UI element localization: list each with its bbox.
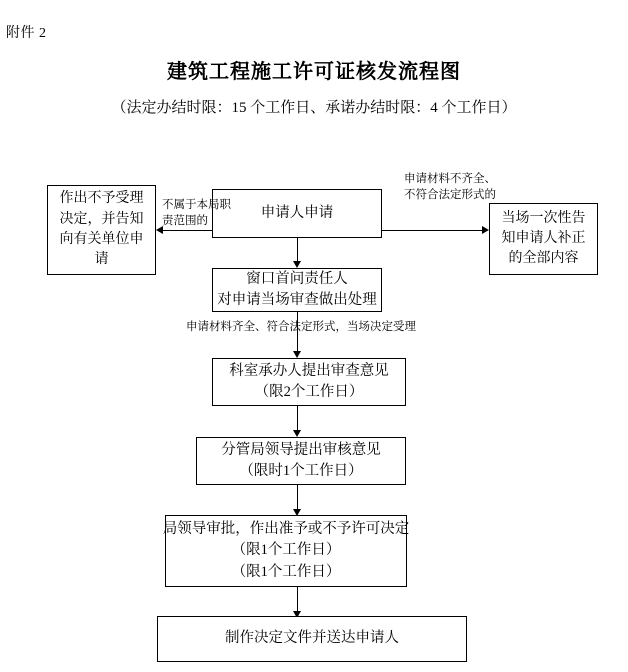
node-window-first-responsible-line-0: 窗口首问责任人 — [246, 270, 348, 287]
connector-applicant-to-window-arrowhead — [293, 261, 301, 268]
node-section-review[interactable] — [212, 358, 406, 406]
connector-applicant-to-notification — [382, 230, 482, 231]
node-onsite-notification[interactable] — [489, 203, 598, 275]
node-deputy-review[interactable] — [196, 437, 406, 485]
node-section-review-line-0: 科室承办人提出审查意见 — [229, 362, 389, 379]
node-bureau-decision-line-0: 局领导审批，作出准予或不予许可决定 — [162, 521, 410, 538]
annotation-not-in-scope-line-0: 不属于本局职 — [162, 199, 231, 211]
annotation-complete-materials: 申请材料齐全、符合法定形式，当场决定受理 — [186, 321, 416, 333]
node-reject-decision[interactable] — [47, 185, 156, 275]
node-applicant-application[interactable] — [212, 189, 382, 238]
node-bureau-decision[interactable] — [162, 515, 410, 587]
annotation-not-in-scope-line-1: 责范围的 — [162, 214, 208, 227]
connector-applicant-to-notification-arrowhead — [482, 226, 489, 234]
node-deputy-review-line-0: 分管局领导提出审核意见 — [221, 441, 381, 458]
node-onsite-notification-line-0: 当场一次性告 — [501, 210, 586, 226]
page-title: 建筑工程施工许可证核发流程图 — [167, 61, 461, 83]
node-window-first-responsible[interactable] — [212, 268, 382, 312]
node-reject-decision-line-3: 请 — [94, 252, 109, 268]
annotation-incomplete-materials-line-0: 申请材料不齐全、 — [404, 173, 496, 185]
node-window-first-responsible-line-1: 对申请当场审查做出处理 — [217, 292, 377, 308]
connector-deputy-to-bureau — [297, 485, 298, 511]
connector-bureau-to-deliver — [297, 587, 298, 613]
node-onsite-notification-line-2: 的全部内容 — [508, 251, 579, 267]
connector-window-to-section-arrowhead — [293, 351, 301, 358]
node-bureau-decision-line-1: （限1个工作日） — [231, 542, 341, 559]
connector-section-to-deputy-arrowhead — [293, 430, 301, 437]
node-section-review-line-1: （限2个工作日） — [254, 384, 364, 400]
node-deputy-review-line-1: （限时1个工作日） — [239, 463, 363, 479]
node-onsite-notification-line-1: 知申请人补正 — [501, 230, 586, 246]
node-deliver-decision-line-0: 制作决定文件并送达申请人 — [225, 630, 399, 647]
node-deliver-decision[interactable] — [157, 616, 467, 662]
connector-section-to-deputy — [297, 406, 298, 432]
node-reject-decision-line-1: 决定，并告知 — [59, 211, 144, 227]
annotation-not-in-scope — [162, 198, 231, 229]
node-applicant-application-line-0: 申请人申请 — [260, 204, 334, 221]
connector-applicant-to-window — [297, 238, 298, 262]
annotation-incomplete-materials — [404, 172, 496, 203]
node-reject-decision-line-2: 向有关单位申 — [59, 232, 144, 247]
node-bureau-decision-line-2: （限1个工作日） — [231, 563, 341, 580]
annotation-incomplete-materials-line-1: 不符合法定形式的 — [404, 188, 496, 201]
connector-applicant-to-reject — [163, 230, 212, 231]
node-reject-decision-line-0: 作出不予受理 — [59, 191, 144, 207]
attachment-label: 附件 2 — [6, 26, 47, 41]
page-subtitle: （法定办结时限：15 个工作日、承诺办结时限：4 个工作日） — [111, 100, 517, 116]
